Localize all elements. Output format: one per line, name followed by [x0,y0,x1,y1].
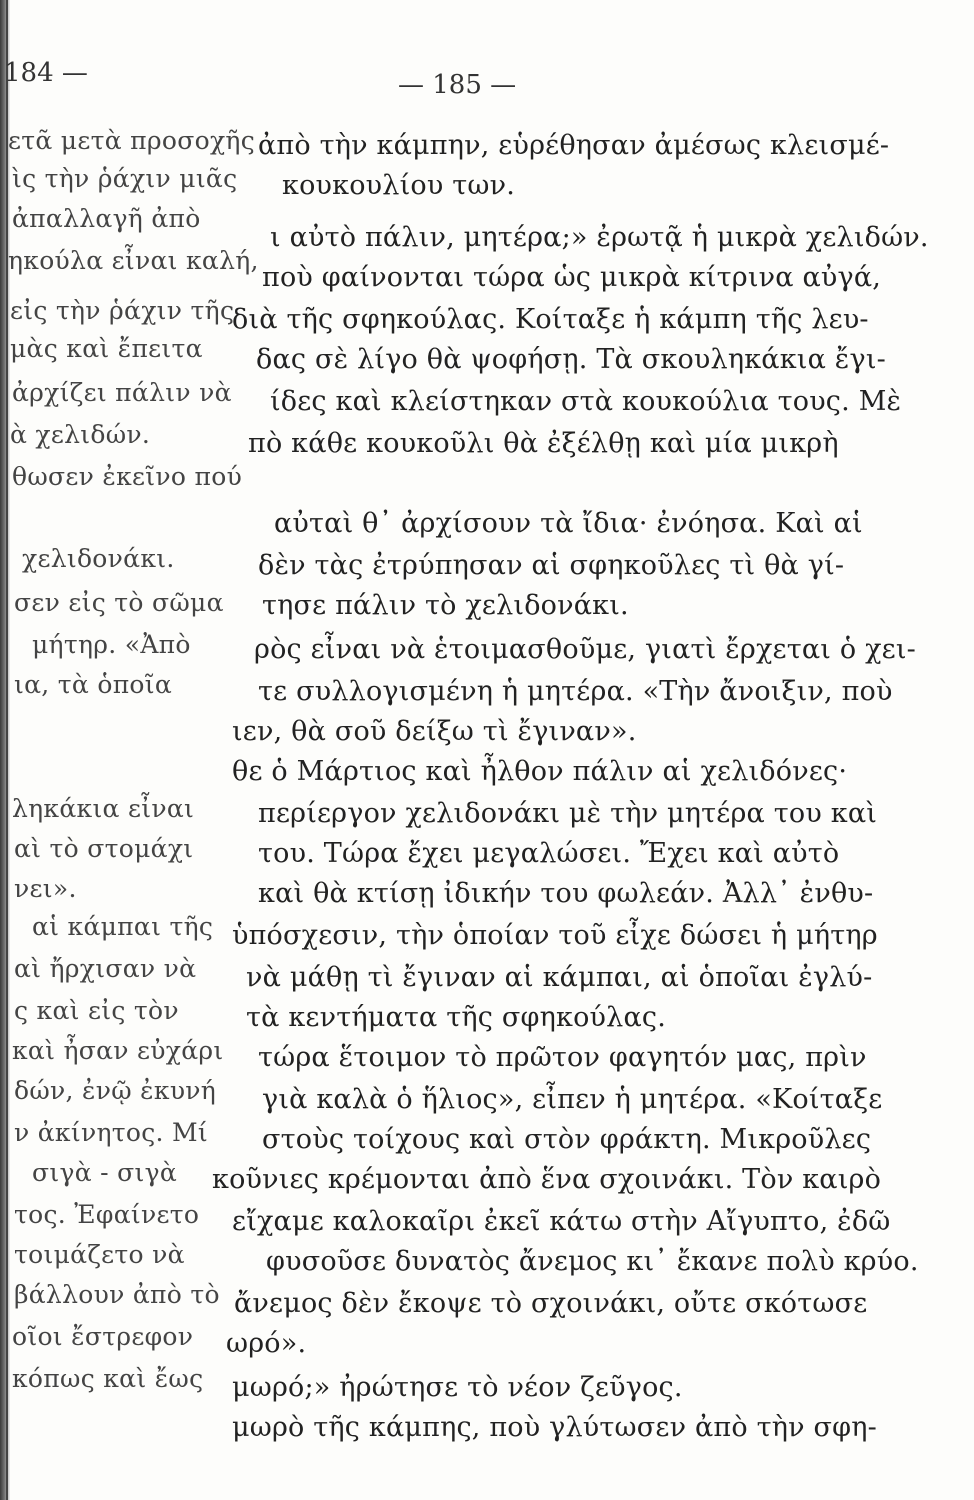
left-fragment: ετᾶ μετὰ προσοχῆς [8,126,255,155]
left-fragment: σιγὰ - σιγὰ [32,1158,178,1187]
left-fragment: οῖοι ἔστρεφον [12,1322,194,1351]
text-line: δας σὲ λίγο θὰ ψοφήσῃ. Τὰ σκουληκάκια ἔγι- [256,344,886,375]
text-line: γιὰ καλὰ ὁ ἥλιος», εἶπεν ἡ μητέρα. «Κοίταξε [262,1084,883,1115]
left-fragment: ἀπαλλαγῆ ἀπὸ [12,204,201,233]
text-line: πὸ κάθε κουκοῦλι θὰ ἐξέλθῃ καὶ μία μικρὴ [248,428,839,459]
left-fragment: τοιμάζετο νὰ [14,1240,185,1269]
right-page-number: — 185 — [398,70,517,100]
left-fragment: αὶ τὸ στομάχι [14,834,194,863]
binding-shadow [0,0,10,1500]
left-fragment: ἀρχίζει πάλιν νὰ [12,378,232,407]
left-fragment: χελιδονάκι. [22,544,175,573]
text-line: νὰ μάθῃ τὶ ἔγιναν αἱ κάμπαι, αἱ ὁποῖαι ἐγλύ- [246,962,873,993]
text-line: ωρό». [226,1328,307,1359]
left-fragment: εἰς τὴν ῥάχιν τῆς [10,296,235,325]
text-line: διὰ τῆς σφηκούλας. Κοίταξε ἡ κάμπη τῆς λευ- [232,304,869,335]
left-fragment: τος. Ἐφαίνετο [14,1200,200,1229]
text-line: κουκουλίου των. [282,170,515,201]
text-line: θε ὁ Μάρτιος καὶ ἦλθον πάλιν αἱ χελιδόνες· [232,756,848,787]
left-fragment: ια, τὰ ὁποῖα [14,670,173,699]
text-line: ίδες καὶ κλείστηκαν στὰ κουκούλια τους. Μὲ [270,386,902,417]
text-line: κοῦνιες κρέμονται ἀπὸ ἕνα σχοινάκι. Τὸν καιρὸ [212,1164,882,1195]
text-line: ὑπόσχεσιν, τὴν ὁποίαν τοῦ εἶχε δώσει ἡ μήτηρ [232,920,878,951]
left-fragment: σεν εἰς τὸ σῶμα [14,588,224,617]
text-line: ποὺ φαίνονται τώρα ὡς μικρὰ κίτρινα αὐγά, [262,262,882,293]
text-line: τώρα ἕτοιμον τὸ πρῶτον φαγητόν μας, πρὶν [258,1042,867,1073]
text-line: μωρὸ τῆς κάμπης, ποὺ γλύτωσεν ἀπὸ τὴν σφη- [232,1412,877,1443]
text-line: εἴχαμε καλοκαῖρι ἐκεῖ κάτω στὴν Αἴγυπτο, ἐδῶ [232,1206,891,1237]
text-line: στοὺς τοίχους καὶ στὸν φράκτη. Μικροῦλες [262,1124,872,1155]
text-line: ἀπὸ τὴν κάμπην, εὑρέθησαν ἀμέσως κλεισμέ- [258,130,890,161]
text-line: ἄνεμος δὲν ἔκοψε τὸ σχοινάκι, οὔτε σκότωσε [234,1288,868,1319]
left-fragment: δών, ἐνῷ ἐκυνή [14,1076,217,1105]
binding-line [6,0,8,1500]
text-line: τε συλλογισμένη ἡ μητέρα. «Τὴν ἄνοιξιν, ποὺ [258,676,893,707]
text-line: ρὸς εἶναι νὰ ἑτοιμασθοῦμε, γιατὶ ἔρχεται ὁ χει- [254,634,916,665]
left-fragment: κόπως καὶ ἔως [12,1364,204,1393]
left-fragment: μήτηρ. «Ἀπὸ [32,630,191,659]
left-fragment: ὶς τὴν ῥάχιν μιᾶς [12,164,238,193]
left-page-number: 184 — [4,58,88,88]
left-fragment: βάλλουν ἀπὸ τὸ [14,1280,220,1309]
text-line: καὶ θὰ κτίσῃ ἰδικήν του φωλεάν. Ἀλλ᾽ ἐνθυ- [258,878,874,909]
left-fragment: ηκούλα εἶναι καλή, [8,246,259,275]
left-fragment: νει». [14,874,77,903]
text-line: ιεν, θὰ σοῦ δείξω τὶ ἔγιναν». [232,716,637,747]
left-fragment: ν ἀκίνητος. Μί [14,1118,209,1147]
left-fragment: καὶ ἦσαν εὐχάρι [12,1036,224,1065]
left-fragment: αὶ ἤρχισαν νὰ [14,954,197,983]
text-line: δὲν τὰς ἐτρύπησαν αἱ σφηκοῦλες τὶ θὰ γί- [258,550,845,581]
text-line: περίεργον χελιδονάκι μὲ τὴν μητέρα του καὶ [258,798,878,829]
left-fragment: μὰς καὶ ἔπειτα [10,334,203,363]
text-line: αὐταὶ θ᾽ ἀρχίσουν τὰ ἴδια· ἐνόησα. Καὶ αἱ [274,508,863,539]
text-line: τὰ κεντήματα τῆς σφηκούλας. [246,1002,666,1033]
left-fragment: αἱ κάμπαι τῆς [32,912,214,941]
text-line: μωρό;» ἠρώτησε τὸ νέον ζεῦγος. [232,1372,683,1403]
text-line: φυσοῦσε δυνατὸς ἄνεμος κι᾽ ἔκανε πολὺ κρύο. [266,1246,919,1277]
text-line: του. Τώρα ἔχει μεγαλώσει. Ἔχει καὶ αὐτὸ [258,838,840,869]
left-fragment: θωσεν ἐκεῖνο πού [12,462,243,491]
left-fragment: ληκάκια εἶναι [12,794,195,823]
text-line: τησε πάλιν τὸ χελιδονάκι. [262,590,629,621]
text-line: ι αὐτὸ πάλιν, μητέρα;» ἐρωτᾷ ἡ μικρὰ χελιδών. [270,222,929,253]
left-fragment: ὰ χελιδών. [10,420,151,449]
left-fragment: ς καὶ εἰς τὸν [14,996,179,1025]
